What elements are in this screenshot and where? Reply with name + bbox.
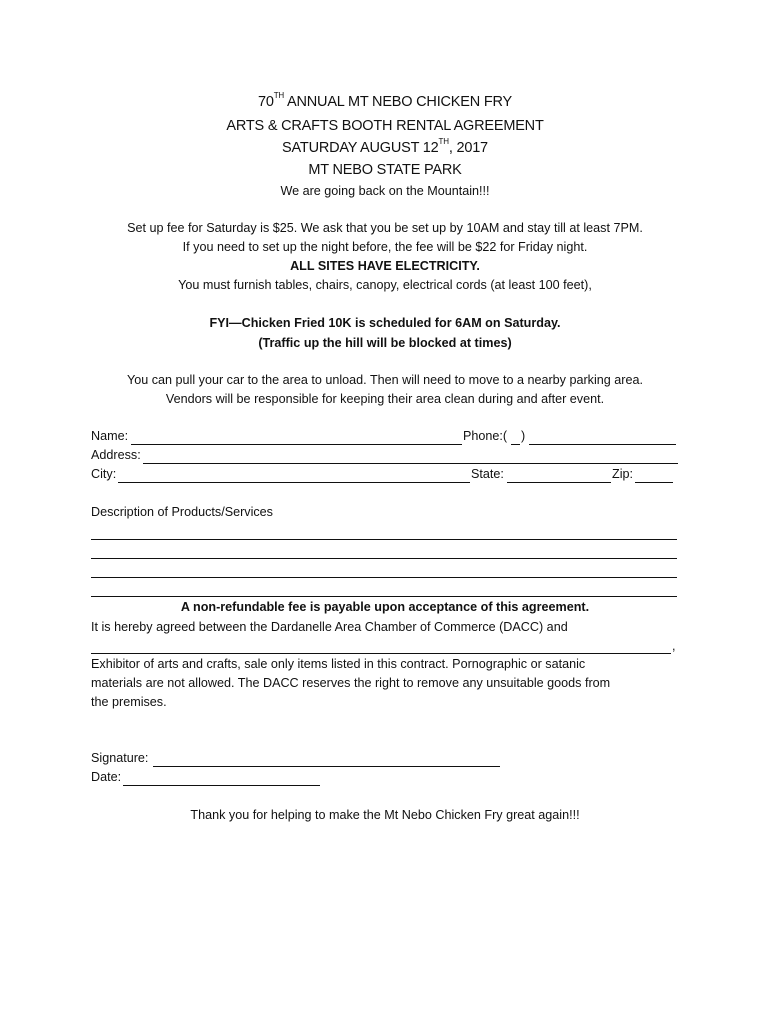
title-line-date: SATURDAY AUGUST 12TH, 2017 bbox=[282, 137, 488, 156]
zip-label: Zip: bbox=[612, 467, 633, 481]
fee-line-friday: If you need to set up the night before, the fee will be $22 for Friday night. bbox=[182, 240, 588, 254]
state-field-line[interactable] bbox=[507, 482, 611, 483]
description-line[interactable] bbox=[91, 558, 677, 559]
exhibitor-terms-line2: materials are not allowed. The DACC reserves the right to remove any unsuitable goods from bbox=[91, 676, 611, 690]
exhibitor-terms-line1: Exhibitor of arts and crafts, sale only items listed in this contract. Pornographic or satanic bbox=[91, 657, 586, 671]
area-code-field-line[interactable] bbox=[511, 444, 520, 445]
phone-field-line[interactable] bbox=[529, 444, 676, 445]
name-field-line[interactable] bbox=[131, 444, 462, 445]
thank-you-note: Thank you for helping to make the Mt Nebo Chicken Fry great again!!! bbox=[190, 808, 580, 822]
title-line-anniversary: 70TH ANNUAL MT NEBO CHICKEN FRY bbox=[258, 91, 512, 110]
city-field-line[interactable] bbox=[118, 482, 470, 483]
name-label: Name: bbox=[91, 429, 129, 443]
date-label: Date: bbox=[91, 770, 122, 784]
parking-line-unload: You can pull your car to the area to unload. Then will need to move to a nearby parking area. bbox=[127, 373, 643, 387]
nonrefundable-notice: A non-refundable fee is payable upon acceptance of this agreement. bbox=[180, 600, 590, 614]
title-line-location: MT NEBO STATE PARK bbox=[308, 162, 462, 178]
signature-field-line[interactable] bbox=[153, 766, 500, 767]
parking-line-clean: Vendors will be responsible for keeping their area clean during and after event. bbox=[165, 392, 605, 406]
exhibitor-name-field-line[interactable] bbox=[91, 653, 671, 654]
address-label: Address: bbox=[91, 448, 141, 462]
description-label: Description of Products/Services bbox=[91, 505, 273, 519]
agreement-hereby: It is hereby agreed between the Dardanelle Area Chamber of Commerce (DACC) and bbox=[91, 620, 568, 634]
fyi-line-traffic: (Traffic up the hill will be blocked at times) bbox=[258, 336, 512, 350]
exhibitor-line-comma: , bbox=[672, 639, 676, 653]
zip-field-line[interactable] bbox=[635, 482, 673, 483]
electricity-notice: ALL SITES HAVE ELECTRICITY. bbox=[290, 259, 480, 273]
exhibitor-terms-line3: the premises. bbox=[91, 695, 167, 709]
description-line[interactable] bbox=[91, 577, 677, 578]
date-field-line[interactable] bbox=[123, 785, 320, 786]
description-line[interactable] bbox=[91, 596, 677, 597]
fee-line-saturday: Set up fee for Saturday is $25. We ask that you be set up by 10AM and stay till at least 7PM. bbox=[127, 221, 643, 235]
phone-area-close-paren: ) bbox=[521, 429, 526, 443]
title-line-agreement: ARTS & CRAFTS BOOTH RENTAL AGREEMENT bbox=[226, 118, 544, 134]
tagline: We are going back on the Mountain!!! bbox=[280, 184, 490, 198]
fyi-line-10k: FYI—Chicken Fried 10K is scheduled for 6AM on Saturday. bbox=[209, 316, 561, 330]
phone-label: Phone:( bbox=[463, 429, 508, 443]
furnish-notice: You must furnish tables, chairs, canopy, electrical cords (at least 100 feet), bbox=[178, 278, 592, 292]
description-line[interactable] bbox=[91, 539, 677, 540]
state-label: State: bbox=[471, 467, 504, 481]
address-field-line[interactable] bbox=[143, 463, 678, 464]
signature-label: Signature: bbox=[91, 751, 149, 765]
city-label: City: bbox=[91, 467, 117, 481]
